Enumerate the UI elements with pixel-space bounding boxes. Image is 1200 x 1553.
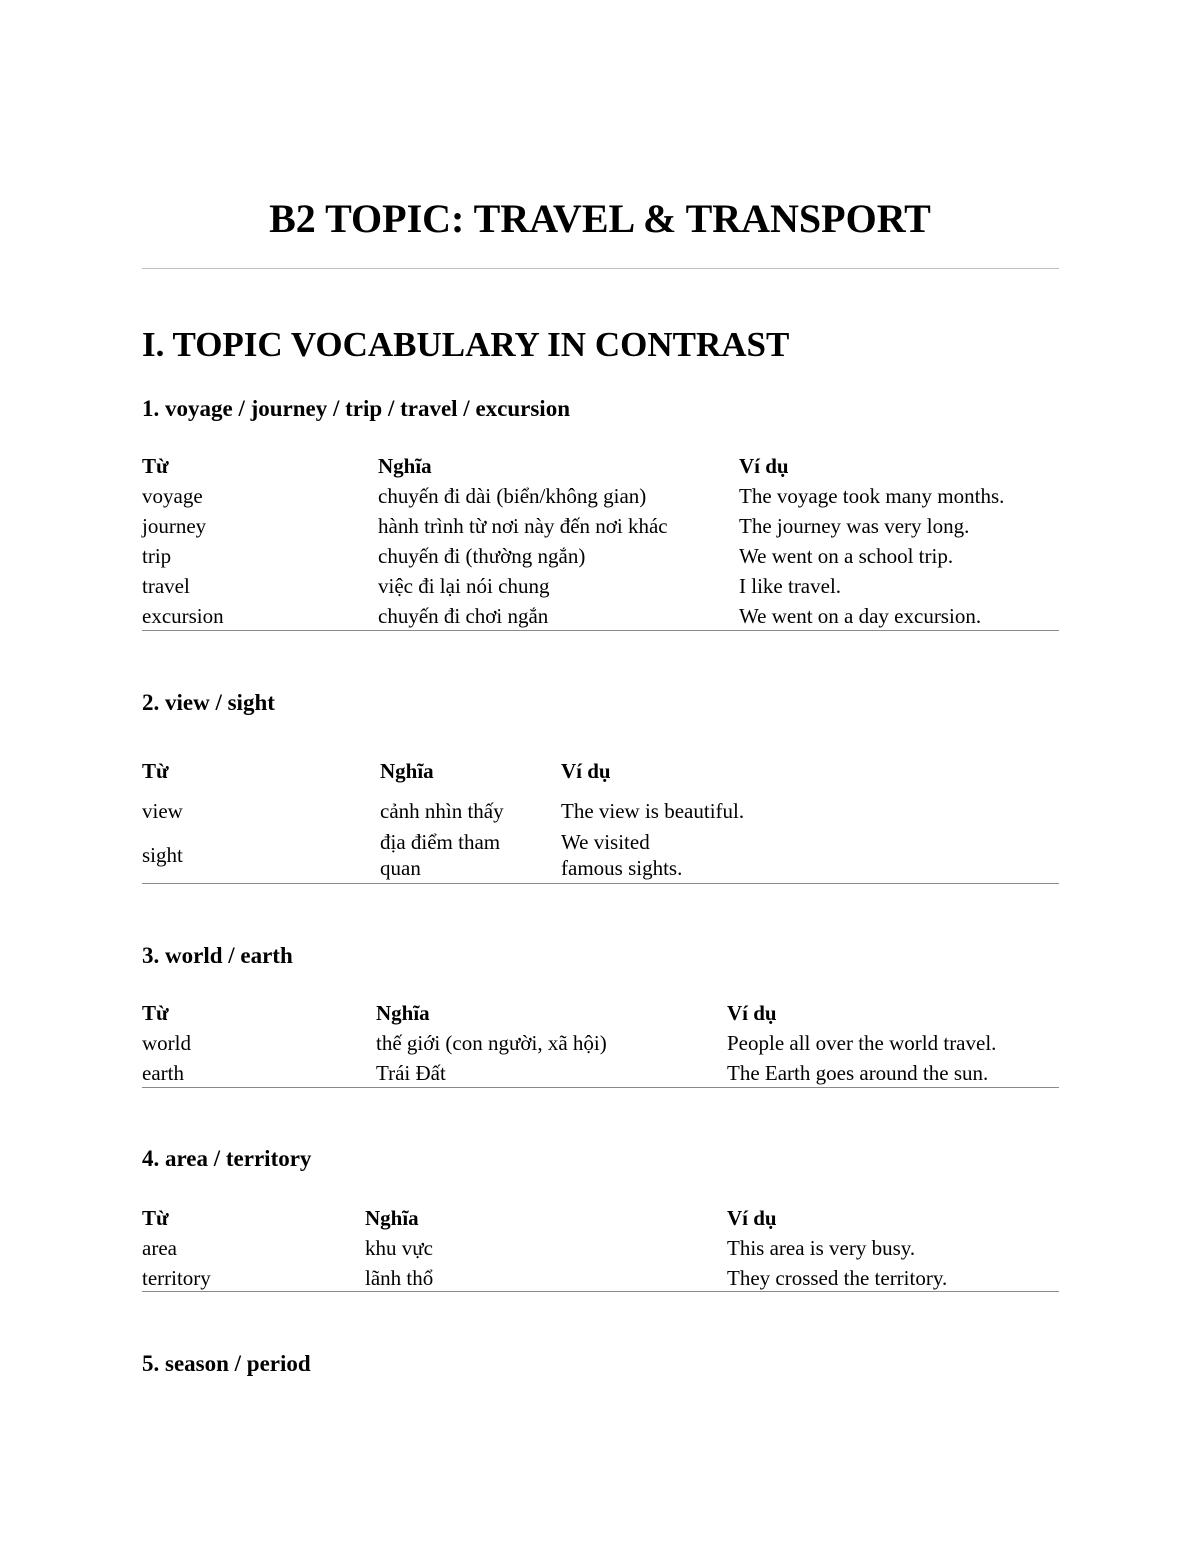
table-cell-word: world <box>142 1031 191 1055</box>
table-cell-word: earth <box>142 1061 184 1085</box>
document-title: B2 TOPIC: TRAVEL & TRANSPORT <box>269 196 931 241</box>
column-header-meaning: Nghĩa <box>365 1206 419 1230</box>
group-3-heading: 3. world / earth <box>142 943 293 968</box>
table-cell-word: voyage <box>142 484 203 508</box>
table-cell-example: We visited famous sights. <box>561 830 683 880</box>
table-bottom-rule <box>142 630 1059 631</box>
table-cell-example: This area is very busy. <box>727 1236 916 1260</box>
table-cell-meaning: chuyến đi chơi ngắn <box>378 604 549 628</box>
table-cell-meaning: thế giới (con người, xã hội) <box>376 1031 607 1055</box>
table-cell-example: The view is beautiful. <box>561 799 745 823</box>
table-cell-meaning: Trái Đất <box>376 1061 446 1085</box>
group-1-heading: 1. voyage / journey / trip / travel / excursion <box>142 396 570 421</box>
column-header-word: Từ <box>142 454 169 478</box>
table-cell-example: I like travel. <box>739 574 842 598</box>
table-cell-word: trip <box>142 544 172 568</box>
column-header-word: Từ <box>142 1001 169 1025</box>
column-header-example: Ví dụ <box>727 1001 777 1025</box>
table-cell-example: We went on a school trip. <box>739 544 954 568</box>
table-bottom-rule <box>142 883 1059 884</box>
table-cell-meaning: lãnh thổ <box>365 1266 434 1290</box>
table-bottom-rule <box>142 1291 1059 1292</box>
table-cell-word: journey <box>142 514 207 538</box>
table-cell-meaning: hành trình từ nơi này đến nơi khác <box>378 514 668 538</box>
table-cell-word: area <box>142 1236 177 1260</box>
column-header-meaning: Nghĩa <box>376 1001 430 1025</box>
table-cell-word: travel <box>142 574 190 598</box>
group-5-heading: 5. season / period <box>142 1351 311 1376</box>
table-cell-example: We went on a day excursion. <box>739 604 982 628</box>
table-cell-example: The voyage took many months. <box>739 484 1005 508</box>
table-cell-meaning: địa điểm tham quan <box>380 830 501 880</box>
column-header-example: Ví dụ <box>727 1206 777 1230</box>
group-2-heading: 2. view / sight <box>142 690 275 715</box>
table-cell-example: The journey was very long. <box>739 514 970 538</box>
table-cell-word: sight <box>142 843 183 867</box>
column-header-word: Từ <box>142 1206 169 1230</box>
table-cell-meaning: chuyến đi dài (biển/không gian) <box>378 484 647 508</box>
table-cell-meaning: việc đi lại nói chung <box>378 574 550 598</box>
table-cell-example: They crossed the territory. <box>727 1266 948 1290</box>
column-header-meaning: Nghĩa <box>380 759 434 783</box>
table-cell-meaning: cảnh nhìn thấy <box>380 799 504 823</box>
table-cell-word: territory <box>142 1266 211 1290</box>
column-header-example: Ví dụ <box>561 759 611 783</box>
column-header-word: Từ <box>142 759 169 783</box>
table-cell-example: The Earth goes around the sun. <box>727 1061 989 1085</box>
table-cell-word: excursion <box>142 604 224 628</box>
table-bottom-rule <box>142 1087 1059 1088</box>
column-header-meaning: Nghĩa <box>378 454 432 478</box>
title-divider <box>142 268 1059 269</box>
column-header-example: Ví dụ <box>739 454 789 478</box>
section-heading: I. TOPIC VOCABULARY IN CONTRAST <box>142 325 790 364</box>
group-4-heading: 4. area / territory <box>142 1146 312 1171</box>
table-cell-meaning: chuyến đi (thường ngắn) <box>378 544 586 568</box>
table-cell-example: People all over the world travel. <box>727 1031 997 1055</box>
table-cell-word: view <box>142 799 183 823</box>
table-cell-meaning: khu vực <box>365 1236 433 1260</box>
